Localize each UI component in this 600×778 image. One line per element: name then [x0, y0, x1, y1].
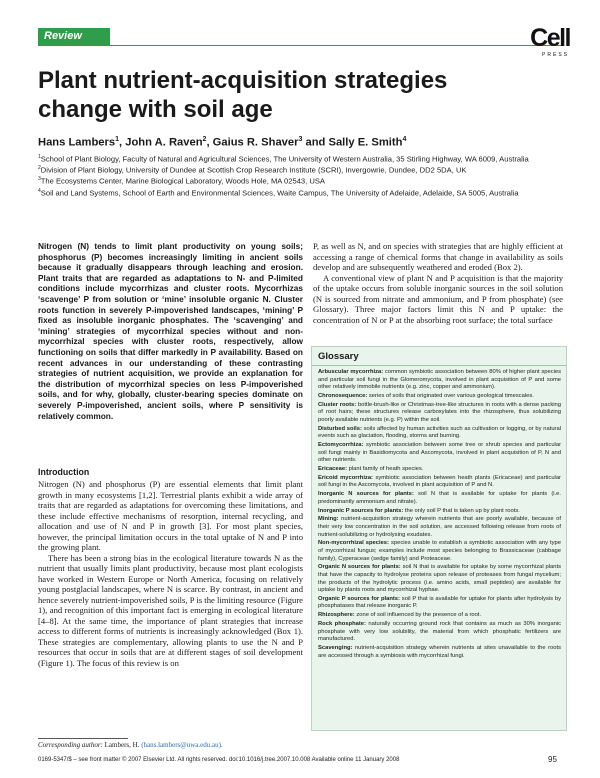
header-rule — [38, 45, 561, 46]
page-number: 95 — [548, 755, 557, 764]
glossary-definition: naturally occurring ground rock that contains as much as 30% inorganic phosphate with very low solubility, the material from which phosphatic fertilizers are manufactured. — [318, 621, 561, 643]
glossary-term: Ericaceae: — [318, 466, 348, 473]
glossary-entry — [318, 621, 561, 644]
abstract: Nitrogen (N) tends to limit plant productivity on young soils; phosphorus (P) becomes increasingly limiting in ancient soils because it gradually disappears through leaching and erosion. Plant traits that are regarded as adaptations to N- and P-limited conditions include mycorrhizas and cluster roots. Mycorrhizas ‘scavenge’ P from solution or ‘mine’ insoluble organic N. Cluster roots function in severely P-impoverished landscapes, ‘mining’ P fixed as insoluble inorganic phosphates. The ‘scavenging’ and ‘mining’ strategies of mycorrhizal species without and non-mycorrhizal species with cluster roots, respectively, allow functioning on soils that differ markedly in P availability. Based on recent advances in our understanding of these contrasting strategies of nutrient acquisition, we provide an explanation for the distribution of mycorrhizal species on less P-impoverished soils, and for why, globally, cluster-bearing species dominate on severely P-impoverished, ancient soils, where P sensitivity is relatively common. — [38, 241, 303, 421]
affiliation-text: School of Plant Biology, Faculty of Natural and Agricultural Sciences, The University of Western Australia, 35 Stirling Highway, WA 6009, Australia — [40, 154, 529, 164]
paragraph: There has been a strong bias in the ecological literature towards N as the nutrient that usually limits plant productivity, because most plant ecologists have worked in Western Europe or North America, focusing on relatively young postglacial landscapes, where N is scarce. By contrast, in ancient and hence severely nutrient-impoverished soils, P is the limiting resource (Figure 1), and recognition of this important fact is emerging in ecological literature [4–8]. At the same time, the importance of plant strategies that increase access to different forms of nutrients is increasingly acknowledged (Box 1). These strategies are complementary, allowing plants to use the N and P resources that occur in soils that are at different stages of soil development (Figure 1). The focus of this review is on — [38, 552, 303, 668]
glossary-title: Glossary — [318, 351, 359, 362]
glossary-definition: nutrient-acquisition strategy wherein nutrients at sites unavailable to the roots are accessed through a symbiosis with mycorrhizal fungi. — [318, 645, 561, 659]
author-sep: , — [206, 136, 213, 149]
glossary-entry — [318, 393, 561, 401]
intro-heading: Introduction — [38, 467, 90, 477]
glossary-term: Chronosequence: — [318, 392, 368, 399]
logo-word: Cell — [530, 24, 570, 52]
glossary-entry — [318, 466, 561, 474]
glossary-entry — [318, 540, 561, 563]
cell-press-logo — [514, 26, 570, 62]
corresponding-email[interactable]: (hans.lambers@uwa.edu.au). — [141, 741, 223, 749]
intro-body — [38, 479, 303, 668]
affiliation-list — [38, 153, 568, 198]
glossary-entry — [318, 564, 561, 594]
affiliation-text: The Ecosystems Center, Marine Biological Laboratory, Woods Hole, MA 02543, USA — [40, 177, 325, 186]
glossary-entry — [318, 442, 561, 465]
glossary-entry — [318, 645, 561, 660]
affiliation-text: Soil and Land Systems, School of Earth and Environmental Sciences, Waite Campus, The University of Adelaide, Adelaide, SA 5005, Australia — [40, 188, 519, 198]
corresponding-name: Lambers, H. — [104, 741, 140, 749]
glossary-list — [318, 369, 561, 661]
glossary-definition: soils affected by human activities such as cultivation or logging, or by natural events such as glaciation, flooding, storms and burning. — [318, 425, 561, 440]
affiliation — [38, 164, 568, 175]
glossary-definition: soil N that is available for uptake for plants (i.e. predominantly ammonium and nitrate). — [318, 491, 561, 505]
affiliation — [38, 175, 568, 186]
glossary-entry — [318, 475, 561, 490]
glossary-definition: species unable to establish a symbiotic association with any type of mycorrhizal fungus; examples include most species belonging to Brassicaceae (cabbage family), Cyperaceae (sedge family) and Proteaceae. — [318, 540, 561, 562]
author-name: John A. Raven — [125, 136, 203, 149]
glossary-definition: the only soil P that is taken up by plant roots. — [404, 507, 520, 514]
glossary-box — [311, 346, 567, 731]
affiliation-sup: 3 — [38, 176, 41, 183]
paragraph: P, as well as N, and on species with strategies that are highly efficient at accessing a range of chemical forms that change in availability as soils develop and are subsequently weathered and eroded (Box 2). — [313, 241, 563, 272]
affiliation — [38, 187, 568, 198]
glossary-term: Inorganic P sources for plants: — [318, 507, 404, 514]
glossary-definition: symbiotic association between heath plants (Ericaceae) and particular soil fungi in the Ascomycota, involved in plant acquisition of P and N. — [318, 474, 561, 489]
glossary-term: Scavenging: — [318, 645, 353, 651]
paragraph: Nitrogen (N) and phosphorus (P) are essential elements that limit plant growth in many ecosystems [1,2]. Terrestrial plants exhibit a wide array of traits that are regarded as adaptations for overcoming these limitations, and these include effective mechanisms of resorption, internal recycling, and allocation and use of N and P in growth [3]. For most plant species, however, the principal limitation occurs in the total uptake of N and P into the growing plant. — [38, 479, 303, 552]
glossary-term: Inorganic N sources for plants: — [318, 491, 414, 498]
author-sep: and — [302, 136, 329, 149]
glossary-definition: plant family of heath species. — [348, 466, 424, 473]
glossary-entry — [318, 508, 561, 516]
author-sup: 1 — [115, 136, 120, 143]
glossary-term: Ericoid mycorrhiza: — [318, 474, 373, 481]
glossary-entry — [318, 491, 561, 506]
section-tag: Review — [38, 28, 110, 45]
glossary-definition: bottle-brush-like or Christmas-tree-like structures in roots with a dense packing of root hairs; these structures release carboxylates into the rhizosphere, thus solubilizing poorly available nutrients (e.g. P) within the soil. — [318, 401, 561, 423]
glossary-definition: nutrient-acquisition strategy wherein nutrients that are poorly available, because of their very low concentration in the soil solution, are accessed following release from roots of nutrient-solubilizing or hydrolysing exudates. — [318, 516, 561, 538]
author-sup: 3 — [298, 136, 303, 143]
article-title: Plant nutrient-acquisition strategies change with soil age — [38, 67, 448, 123]
issn-line: 0169-5347/$ – see front matter © 2007 Elsevier Ltd. All rights reserved. doi:10.1016/j.tree.2007.10.008 Available online 11 January 2008 — [38, 757, 400, 763]
author-sep: , — [119, 136, 126, 149]
affiliation — [38, 153, 568, 164]
glossary-entry — [318, 402, 561, 425]
glossary-definition: soil N that is available for uptake by some mycorrhizal plants that have the capacity to hydrolyse proteins upon release of proteases from fungal mycelium; the products of the hydrolytic process (i.e. amino acids, small peptides) are available for uptake by plants roots and mycorrhizal hyphae. — [318, 564, 561, 594]
glossary-entry — [318, 369, 561, 392]
glossary-term: Ectomycorrhiza: — [318, 442, 364, 449]
author-name: Sally E. Smith — [328, 136, 403, 149]
corresponding-label: Corresponding author: — [38, 741, 103, 749]
glossary-term: Organic P sources for plants: — [318, 595, 400, 602]
author-sup: 4 — [402, 136, 407, 143]
right-column-body — [313, 241, 563, 325]
glossary-term: Cluster roots: — [318, 401, 357, 408]
glossary-definition: symbiotic association between some tree or shrub species and particular soil fungi mainly in Basidiomycota and Ascomycota, involved in plant acquisition of P, N and other nutrients. — [318, 442, 561, 464]
glossary-term: Rock phosphate: — [318, 621, 366, 628]
glossary-entry — [318, 426, 561, 441]
glossary-definition: common symbiotic association between 80% of higher plant species and particular soil fungi in the Glomeromycota, involved in plant acquisition of P and some other relatively immobile nutrients (e.g. zinc, copper and ammonium). — [318, 369, 561, 391]
glossary-term: Arbuscular mycorrhiza: — [318, 369, 384, 375]
affiliation-sup: 2 — [38, 165, 41, 172]
author-sup: 2 — [202, 136, 207, 143]
glossary-rule — [312, 365, 566, 366]
affiliation-text: Division of Plant Biology, University of Dundee at Scottish Crop Research Institute (SCRI), Invergowrie, Dundee, DD2 5DA, UK — [40, 165, 467, 175]
glossary-term: Rhizosphere: — [318, 612, 355, 619]
glossary-definition: soil P that is available for uptake for plants after hydrolysis by phosphatases that release inorganic P. — [318, 595, 562, 610]
glossary-term: Mining: — [318, 516, 339, 523]
author-name: Hans Lambers — [38, 136, 116, 149]
glossary-term: Organic N sources for plants: — [318, 564, 401, 571]
affiliation-sup: 1 — [38, 154, 41, 160]
footnote-rule — [38, 738, 128, 739]
logo-sub: PRESS — [542, 52, 569, 58]
affiliation-sup: 4 — [38, 187, 41, 194]
glossary-entry — [318, 516, 561, 539]
author-list — [38, 133, 568, 150]
glossary-definition: series of soils that originated over various geological timescales. — [368, 392, 534, 399]
glossary-term: Disturbed soils: — [318, 425, 362, 432]
paragraph: A conventional view of plant N and P acquisition is that the majority of the uptake occurs from soluble inorganic sources in the soil solution (N is sourced from nitrate and ammonium, and P from phosphate) (see Glossary). Three major factors limit this N and P uptake: the concentration of N or P at the absorbing root surface; the total surface — [313, 272, 563, 325]
corresponding-author — [38, 741, 223, 749]
glossary-definition: zone of soil influenced by the presence of a root. — [356, 612, 482, 619]
glossary-term: Non-mycorrhizal species: — [318, 540, 389, 547]
glossary-entry — [318, 612, 561, 620]
glossary-entry — [318, 596, 561, 611]
author-name: Gaius R. Shaver — [212, 136, 299, 149]
